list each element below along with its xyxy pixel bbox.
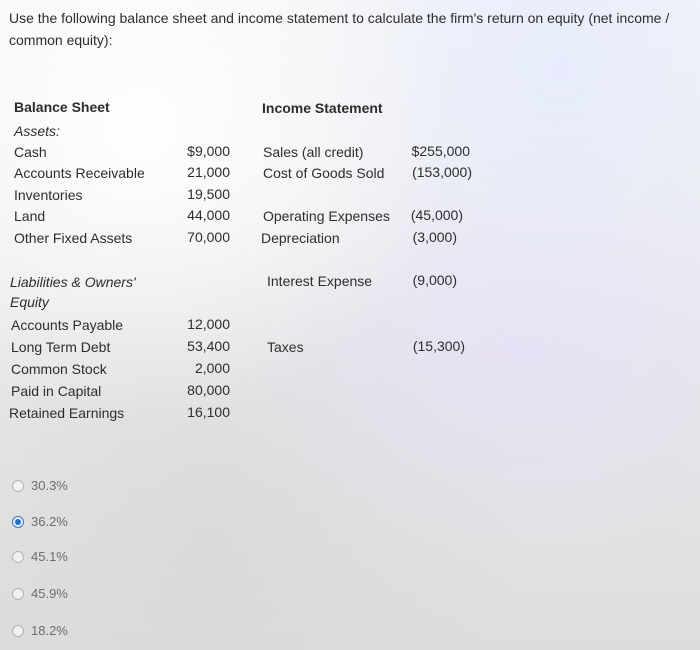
answer-choice[interactable] (12, 514, 68, 529)
income-statement-title: Income Statement (262, 100, 383, 116)
question-prompt: Use the following balance sheet and income statement to calculate the firm's return on equity (net income / common equity): (9, 10, 670, 48)
liability-value: 16,100 (187, 404, 230, 420)
asset-value: 70,000 (187, 229, 230, 245)
answer-choice-label: 36.2% (31, 514, 68, 529)
income-label: Operating Expenses (263, 208, 390, 224)
liability-value: 2,000 (194, 360, 230, 376)
answer-choice-label: 30.3% (31, 478, 68, 493)
answer-choice[interactable] (12, 549, 68, 564)
answer-choice-label: 18.2% (31, 623, 68, 638)
balance-sheet-title: Balance Sheet (14, 99, 110, 115)
income-value: (3,000) (412, 229, 457, 245)
selected-radio-button[interactable] (12, 516, 24, 528)
liability-label: Retained Earnings (9, 405, 125, 421)
asset-label: Accounts Receivable (14, 165, 145, 181)
answer-choice-label: 45.1% (31, 549, 68, 564)
liability-label: Common Stock (11, 361, 107, 377)
income-value: $255,000 (411, 143, 470, 159)
asset-value: 21,000 (187, 164, 230, 180)
radio-button[interactable] (12, 625, 24, 637)
radio-button[interactable] (12, 588, 24, 600)
asset-label: Inventories (14, 187, 83, 203)
income-label: Taxes (267, 339, 304, 355)
liability-label: Accounts Payable (11, 317, 124, 333)
liabilities-heading: Liabilities & Owners' Equity (10, 274, 136, 310)
liability-label: Paid in Capital (11, 383, 102, 399)
income-label: Cost of Goods Sold (263, 165, 385, 181)
income-value: (153,000) (412, 164, 472, 180)
radio-button[interactable] (12, 480, 24, 492)
answer-choice[interactable] (12, 478, 68, 493)
asset-value: 19,500 (187, 186, 230, 202)
liability-value: 80,000 (187, 382, 230, 398)
asset-value: $9,000 (187, 143, 230, 159)
income-label: Sales (all credit) (263, 144, 364, 160)
answer-choice[interactable] (12, 586, 68, 601)
asset-value: 44,000 (187, 207, 230, 223)
radio-button[interactable] (12, 551, 24, 563)
liability-label: Long Term Debt (11, 339, 111, 355)
asset-label: Land (14, 208, 46, 224)
income-label: Depreciation (261, 230, 340, 246)
income-value: (45,000) (410, 207, 463, 223)
assets-heading: Assets: (14, 123, 60, 139)
asset-label: Cash (14, 144, 47, 160)
answer-choice[interactable] (12, 623, 68, 638)
liability-value: 12,000 (187, 316, 230, 332)
answer-choice-label: 45.9% (31, 586, 68, 601)
asset-label: Other Fixed Assets (14, 230, 133, 246)
income-value: (15,300) (412, 338, 465, 354)
income-value: (9,000) (412, 272, 457, 288)
income-label: Interest Expense (267, 273, 373, 289)
liability-value: 53,400 (187, 338, 230, 354)
